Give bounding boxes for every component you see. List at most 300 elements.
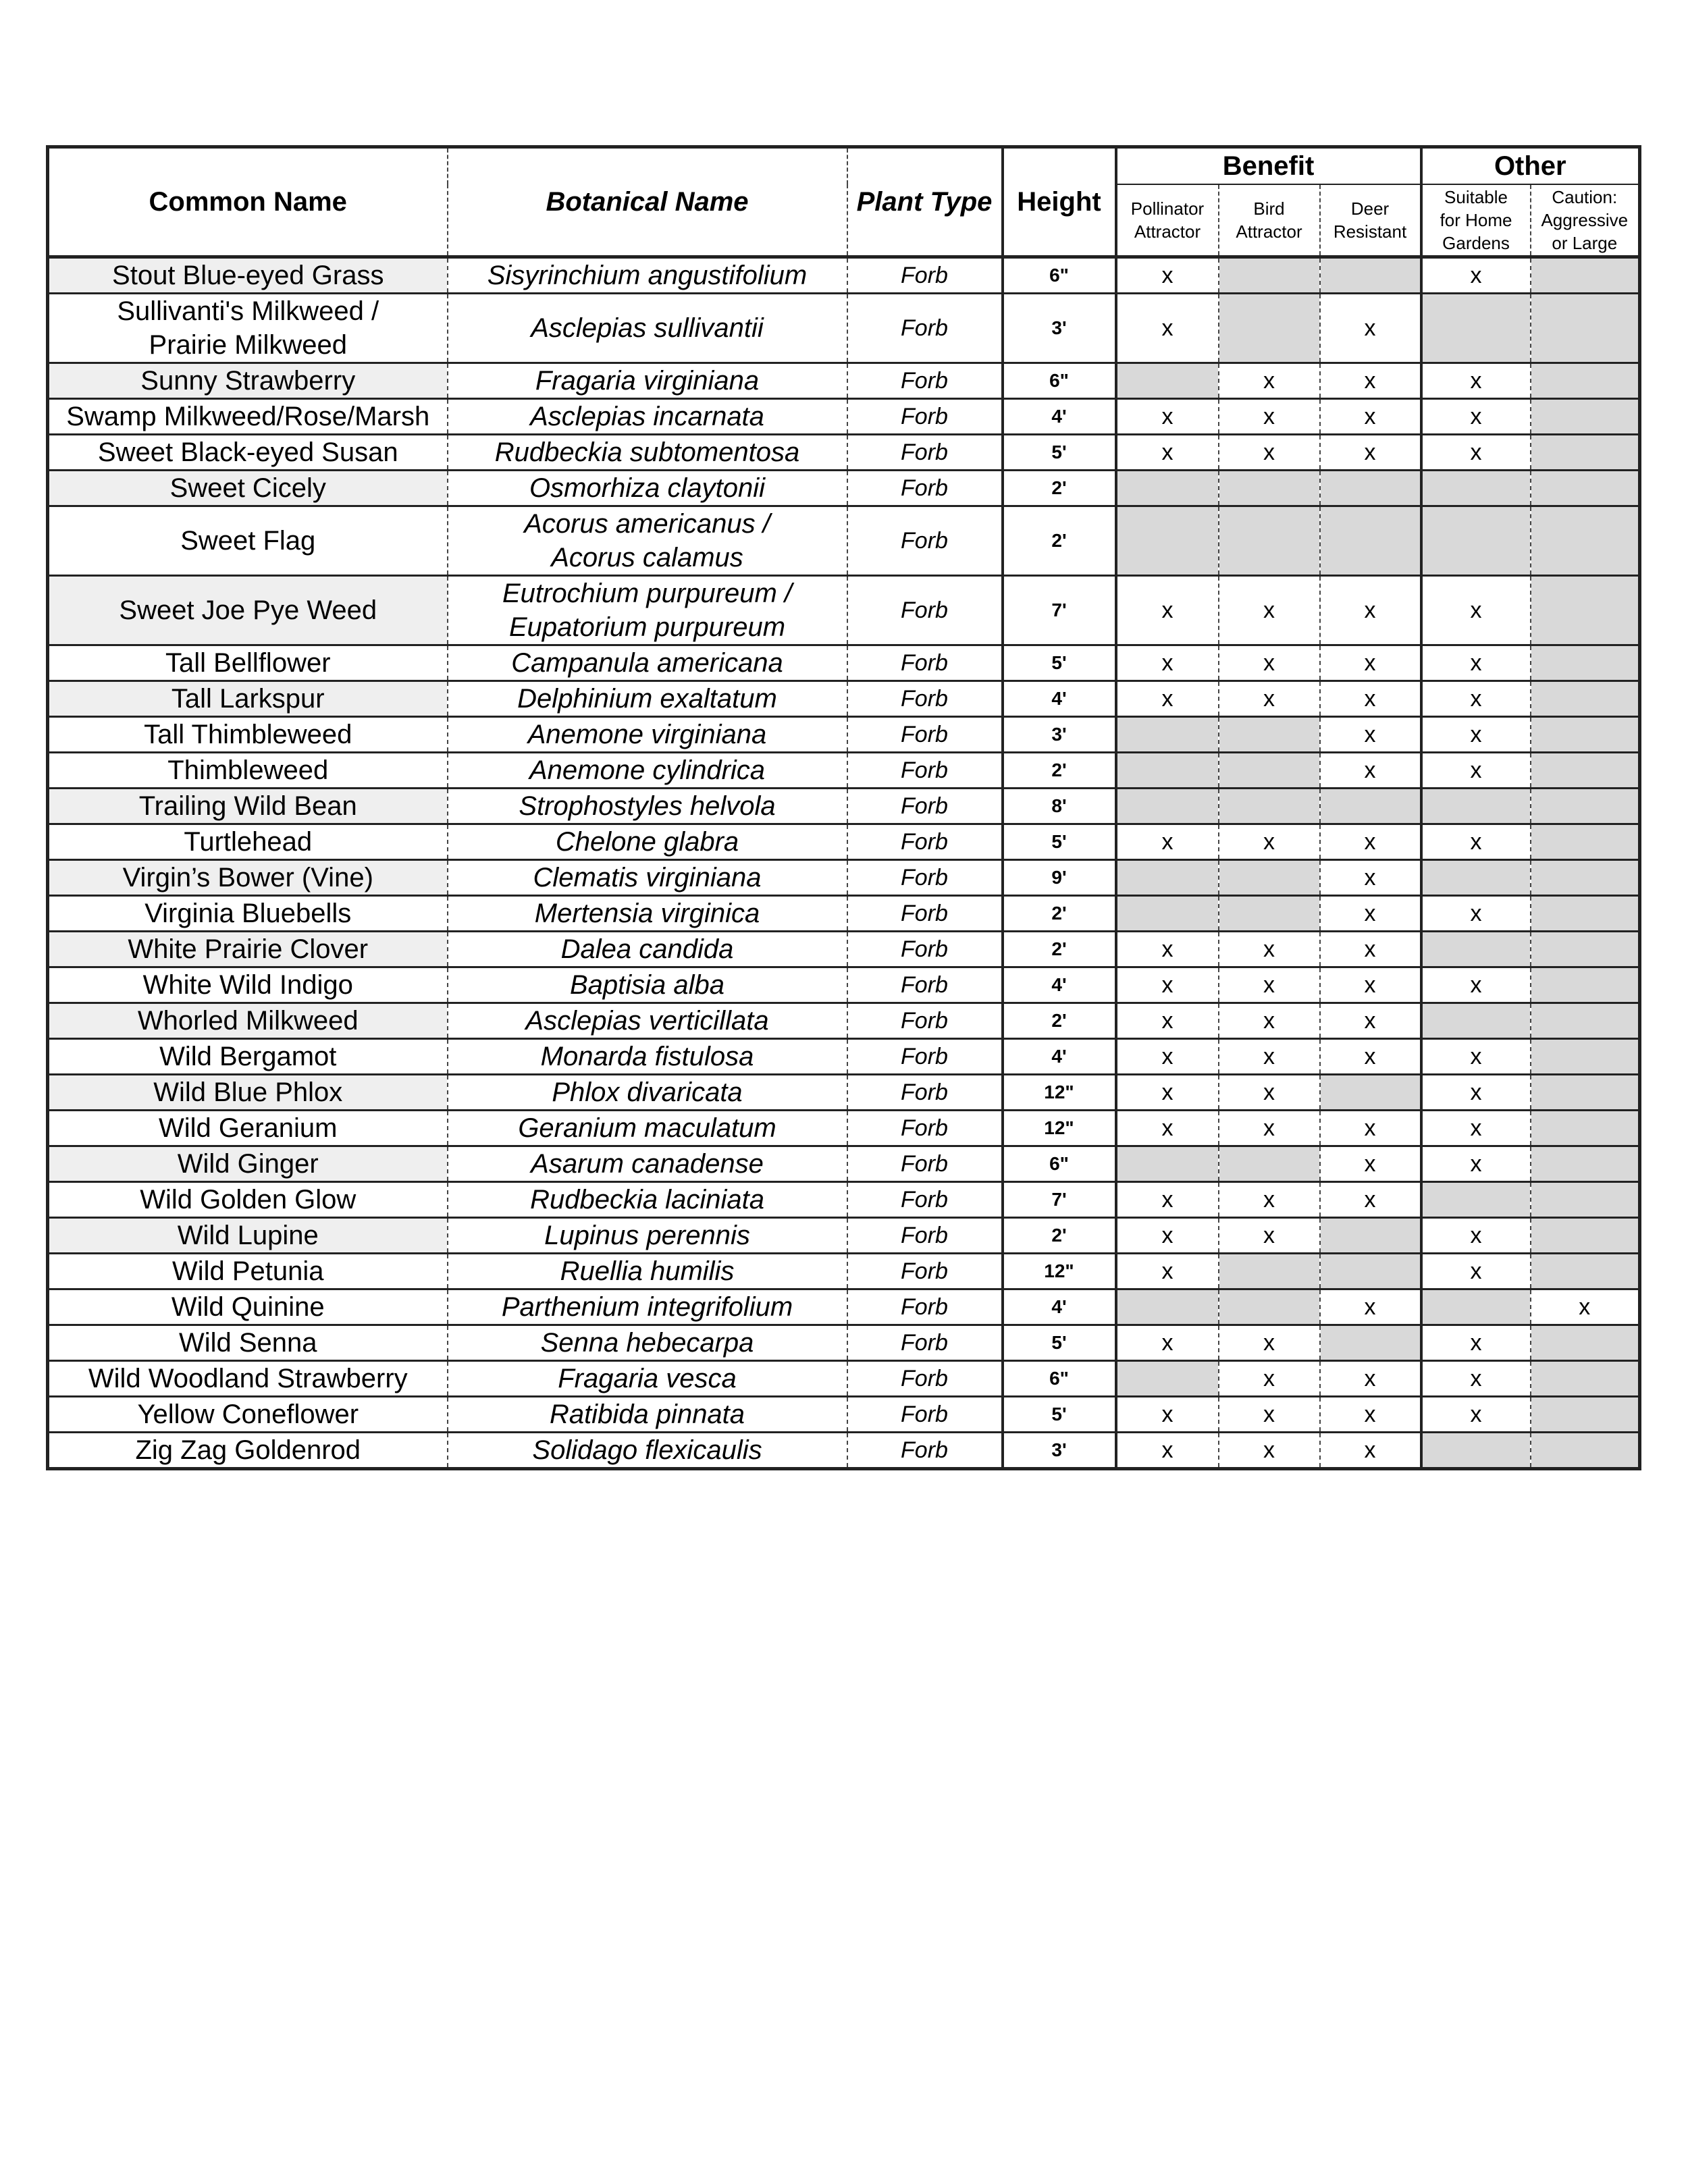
height-cell: 5' (1003, 435, 1116, 471)
plant-type-cell: Forb (847, 576, 1003, 645)
cell-caution (1531, 471, 1640, 506)
botanical-name-line: Clematis virginiana (533, 863, 762, 893)
common-name-cell (48, 1397, 448, 1433)
common-name-line: Virginia Bluebells (144, 899, 352, 928)
cell-caution (1531, 753, 1640, 789)
botanical-name-cell (448, 1003, 847, 1039)
cell-bird (1219, 1289, 1320, 1325)
botanical-name-line: Rudbeckia subtomentosa (494, 437, 800, 467)
common-name-cell (48, 471, 448, 506)
cell-pollinator (1116, 717, 1219, 753)
cell-bird: x (1219, 1182, 1320, 1218)
cell-bird (1219, 257, 1320, 294)
botanical-name-line: Campanula americana (511, 648, 783, 678)
cell-deer: x (1320, 1289, 1421, 1325)
cell-pollinator (1116, 471, 1219, 506)
height-cell: 9' (1003, 860, 1116, 896)
cell-home-garden: x (1421, 576, 1531, 645)
botanical-name-cell (448, 860, 847, 896)
cell-caution (1531, 1218, 1640, 1254)
cell-bird: x (1219, 1111, 1320, 1146)
header-line: Deer (1350, 198, 1390, 219)
botanical-name-line: Solidago flexicaulis (532, 1435, 762, 1465)
common-name-line: White Wild Indigo (142, 970, 353, 1000)
cell-bird: x (1219, 967, 1320, 1003)
height-cell: 7' (1003, 1182, 1116, 1218)
common-name-cell (48, 1003, 448, 1039)
cell-home-garden: x (1421, 1218, 1531, 1254)
common-name-cell (48, 753, 448, 789)
table-row (48, 257, 1640, 294)
cell-deer (1320, 506, 1421, 576)
header-caution-aggressive (1531, 184, 1640, 257)
cell-home-garden: x (1421, 1039, 1531, 1075)
cell-pollinator: x (1116, 576, 1219, 645)
cell-deer: x (1320, 1433, 1421, 1469)
botanical-name-line: Strophostyles helvola (519, 791, 776, 821)
header-line: or Large (1552, 233, 1618, 253)
cell-bird (1219, 1254, 1320, 1289)
header-height: Height (1003, 147, 1116, 257)
height-cell: 2' (1003, 753, 1116, 789)
table-row (48, 681, 1640, 717)
cell-bird (1219, 860, 1320, 896)
cell-deer: x (1320, 294, 1421, 363)
plant-type-cell: Forb (847, 1111, 1003, 1146)
plant-type-cell: Forb (847, 1254, 1003, 1289)
botanical-name-cell (448, 399, 847, 435)
common-name-cell (48, 1075, 448, 1111)
botanical-name-line: Dalea candida (560, 934, 734, 964)
botanical-name-cell (448, 363, 847, 399)
common-name-cell (48, 294, 448, 363)
table-row (48, 1289, 1640, 1325)
common-name-cell (48, 645, 448, 681)
cell-bird (1219, 506, 1320, 576)
height-cell: 5' (1003, 824, 1116, 860)
table-row (48, 645, 1640, 681)
plant-type-cell: Forb (847, 294, 1003, 363)
height-cell: 2' (1003, 471, 1116, 506)
table-row (48, 576, 1640, 645)
botanical-name-cell (448, 1254, 847, 1289)
height-cell: 2' (1003, 506, 1116, 576)
plant-type-cell: Forb (847, 1325, 1003, 1361)
plant-type-cell: Forb (847, 1433, 1003, 1469)
plant-type-cell: Forb (847, 1218, 1003, 1254)
cell-caution (1531, 1146, 1640, 1182)
table-row (48, 789, 1640, 824)
cell-bird: x (1219, 645, 1320, 681)
common-name-cell (48, 257, 448, 294)
cell-pollinator: x (1116, 294, 1219, 363)
table-row (48, 294, 1640, 363)
cell-caution (1531, 967, 1640, 1003)
common-name-line: Thimbleweed (167, 755, 329, 785)
common-name-line: Sweet Cicely (169, 473, 326, 503)
height-cell: 6" (1003, 1146, 1116, 1182)
plant-type-cell: Forb (847, 1397, 1003, 1433)
height-cell: 5' (1003, 1397, 1116, 1433)
cell-home-garden: x (1421, 1111, 1531, 1146)
cell-deer (1320, 1325, 1421, 1361)
common-name-line: Tall Bellflower (165, 648, 331, 678)
cell-bird: x (1219, 435, 1320, 471)
plant-type-cell: Forb (847, 399, 1003, 435)
cell-pollinator: x (1116, 967, 1219, 1003)
cell-caution (1531, 399, 1640, 435)
common-name-line: Tall Larkspur (171, 684, 325, 714)
plant-type-cell: Forb (847, 860, 1003, 896)
botanical-name-cell (448, 1433, 847, 1469)
common-name-line: Trailing Wild Bean (138, 791, 357, 821)
common-name-line: Tall Thimbleweed (144, 720, 352, 749)
cell-bird: x (1219, 1039, 1320, 1075)
common-name-line: Wild Ginger (177, 1149, 319, 1179)
common-name-cell (48, 717, 448, 753)
plant-type-cell: Forb (847, 1039, 1003, 1075)
cell-caution (1531, 681, 1640, 717)
cell-bird: x (1219, 932, 1320, 967)
header-line: Aggressive (1541, 210, 1629, 230)
botanical-name-cell (448, 1361, 847, 1397)
common-name-line: Prairie Milkweed (149, 330, 347, 360)
botanical-name-cell (448, 789, 847, 824)
cell-bird: x (1219, 399, 1320, 435)
table-row (48, 1433, 1640, 1469)
cell-deer: x (1320, 1003, 1421, 1039)
cell-deer: x (1320, 860, 1421, 896)
plant-type-cell: Forb (847, 932, 1003, 967)
height-cell: 6" (1003, 363, 1116, 399)
table-row (48, 363, 1640, 399)
cell-pollinator (1116, 896, 1219, 932)
cell-deer: x (1320, 435, 1421, 471)
botanical-name-cell (448, 257, 847, 294)
cell-pollinator (1116, 1361, 1219, 1397)
table-row (48, 932, 1640, 967)
cell-caution (1531, 257, 1640, 294)
header-botanical-name: Botanical Name (448, 147, 847, 257)
cell-caution (1531, 506, 1640, 576)
cell-deer: x (1320, 896, 1421, 932)
botanical-name-line: Senna hebecarpa (540, 1328, 754, 1358)
botanical-name-cell (448, 824, 847, 860)
cell-home-garden: x (1421, 1397, 1531, 1433)
cell-bird: x (1219, 576, 1320, 645)
cell-home-garden: x (1421, 967, 1531, 1003)
header-line: Pollinator (1130, 198, 1205, 219)
botanical-name-line: Eupatorium purpureum (508, 612, 786, 642)
cell-caution (1531, 1361, 1640, 1397)
botanical-name-cell (448, 1146, 847, 1182)
common-name-cell (48, 1289, 448, 1325)
cell-pollinator: x (1116, 1433, 1219, 1469)
plant-type-cell: Forb (847, 967, 1003, 1003)
botanical-name-line: Asclepias sullivantii (531, 313, 764, 343)
botanical-name-line: Lupinus perennis (544, 1221, 750, 1250)
botanical-name-cell (448, 1039, 847, 1075)
cell-bird (1219, 471, 1320, 506)
height-cell: 3' (1003, 717, 1116, 753)
cell-pollinator: x (1116, 681, 1219, 717)
plant-type-cell: Forb (847, 1289, 1003, 1325)
common-name-cell (48, 1111, 448, 1146)
cell-caution (1531, 896, 1640, 932)
cell-deer: x (1320, 681, 1421, 717)
plant-type-cell: Forb (847, 1146, 1003, 1182)
common-name-cell (48, 967, 448, 1003)
table-row (48, 896, 1640, 932)
plant-table (46, 145, 1641, 1470)
cell-caution (1531, 1397, 1640, 1433)
cell-caution (1531, 1111, 1640, 1146)
botanical-name-cell (448, 1397, 847, 1433)
cell-home-garden (1421, 860, 1531, 896)
table-row (48, 1003, 1640, 1039)
botanical-name-line: Acorus americanus / (524, 509, 770, 539)
cell-pollinator (1116, 1289, 1219, 1325)
botanical-name-cell (448, 1182, 847, 1218)
table-row (48, 753, 1640, 789)
plant-type-cell: Forb (847, 257, 1003, 294)
header-home-gardens (1421, 184, 1531, 257)
cell-home-garden: x (1421, 1146, 1531, 1182)
cell-caution (1531, 363, 1640, 399)
cell-caution (1531, 435, 1640, 471)
cell-pollinator: x (1116, 257, 1219, 294)
cell-home-garden: x (1421, 363, 1531, 399)
botanical-name-cell (448, 932, 847, 967)
plant-type-cell: Forb (847, 506, 1003, 576)
cell-pollinator: x (1116, 1218, 1219, 1254)
cell-home-garden (1421, 1433, 1531, 1469)
botanical-name-line: Phlox divaricata (552, 1077, 743, 1107)
plant-type-cell: Forb (847, 363, 1003, 399)
common-name-line: Wild Geranium (158, 1113, 338, 1143)
cell-deer: x (1320, 576, 1421, 645)
height-cell: 3' (1003, 1433, 1116, 1469)
common-name-line: Zig Zag Goldenrod (135, 1435, 361, 1465)
botanical-name-line: Mertensia virginica (534, 899, 760, 928)
table-row (48, 471, 1640, 506)
header-bird-attractor (1219, 184, 1320, 257)
cell-deer: x (1320, 1146, 1421, 1182)
height-cell: 4' (1003, 967, 1116, 1003)
cell-caution (1531, 717, 1640, 753)
table-body (48, 257, 1640, 1469)
cell-deer: x (1320, 645, 1421, 681)
cell-home-garden (1421, 506, 1531, 576)
botanical-name-line: Asarum canadense (531, 1149, 764, 1179)
header-line: Attractor (1134, 221, 1201, 242)
cell-caution (1531, 576, 1640, 645)
common-name-cell (48, 1039, 448, 1075)
cell-bird: x (1219, 1397, 1320, 1433)
cell-deer (1320, 471, 1421, 506)
plant-type-cell: Forb (847, 1182, 1003, 1218)
cell-pollinator (1116, 789, 1219, 824)
botanical-name-cell (448, 471, 847, 506)
cell-deer: x (1320, 824, 1421, 860)
plant-type-cell: Forb (847, 717, 1003, 753)
table-row (48, 1397, 1640, 1433)
plant-type-cell: Forb (847, 896, 1003, 932)
cell-pollinator (1116, 363, 1219, 399)
common-name-cell (48, 896, 448, 932)
table-row (48, 1361, 1640, 1397)
common-name-line: Wild Lupine (177, 1221, 319, 1250)
height-cell: 12" (1003, 1111, 1116, 1146)
common-name-cell (48, 824, 448, 860)
cell-bird: x (1219, 824, 1320, 860)
cell-bird: x (1219, 1075, 1320, 1111)
header-line: for Home (1440, 210, 1512, 230)
cell-pollinator (1116, 753, 1219, 789)
common-name-cell (48, 1254, 448, 1289)
height-cell: 6" (1003, 257, 1116, 294)
header-line: Caution: (1552, 187, 1618, 207)
cell-caution (1531, 1182, 1640, 1218)
table-row (48, 399, 1640, 435)
common-name-cell (48, 789, 448, 824)
common-name-cell (48, 1325, 448, 1361)
table-row (48, 1325, 1640, 1361)
common-name-line: Wild Bergamot (159, 1042, 337, 1071)
height-cell: 3' (1003, 294, 1116, 363)
header-deer-resistant (1320, 184, 1421, 257)
cell-deer: x (1320, 932, 1421, 967)
cell-pollinator: x (1116, 932, 1219, 967)
common-name-cell (48, 1361, 448, 1397)
botanical-name-line: Baptisia alba (569, 970, 725, 1000)
cell-bird: x (1219, 1433, 1320, 1469)
common-name-line: Wild Petunia (172, 1256, 324, 1286)
common-name-line: Sullivanti's Milkweed / (117, 296, 379, 326)
table-row (48, 506, 1640, 576)
common-name-cell (48, 1433, 448, 1469)
cell-caution: x (1531, 1289, 1640, 1325)
botanical-name-line: Parthenium integrifolium (501, 1292, 793, 1322)
botanical-name-line: Asclepias verticillata (525, 1006, 769, 1036)
cell-home-garden (1421, 789, 1531, 824)
cell-caution (1531, 1325, 1640, 1361)
header-plant-type: Plant Type (847, 147, 1003, 257)
botanical-name-cell (448, 506, 847, 576)
table-row (48, 717, 1640, 753)
cell-deer (1320, 1075, 1421, 1111)
common-name-cell (48, 363, 448, 399)
cell-deer: x (1320, 1111, 1421, 1146)
cell-pollinator: x (1116, 435, 1219, 471)
botanical-name-cell (448, 967, 847, 1003)
cell-caution (1531, 1003, 1640, 1039)
cell-bird: x (1219, 363, 1320, 399)
cell-deer: x (1320, 399, 1421, 435)
cell-deer: x (1320, 753, 1421, 789)
height-cell: 12" (1003, 1254, 1116, 1289)
botanical-name-cell (448, 576, 847, 645)
cell-caution (1531, 860, 1640, 896)
table-row (48, 967, 1640, 1003)
botanical-name-cell (448, 896, 847, 932)
cell-home-garden: x (1421, 435, 1531, 471)
cell-pollinator: x (1116, 1325, 1219, 1361)
common-name-line: Wild Woodland Strawberry (88, 1364, 408, 1393)
cell-pollinator: x (1116, 1254, 1219, 1289)
common-name-line: Sunny Strawberry (140, 366, 356, 396)
plant-type-cell: Forb (847, 789, 1003, 824)
cell-home-garden (1421, 294, 1531, 363)
plant-type-cell: Forb (847, 753, 1003, 789)
cell-bird (1219, 789, 1320, 824)
height-cell: 4' (1003, 1039, 1116, 1075)
common-name-line: Wild Blue Phlox (153, 1077, 343, 1107)
botanical-name-line: Sisyrinchium angustifolium (487, 261, 808, 290)
botanical-name-line: Acorus calamus (551, 543, 743, 572)
height-cell: 4' (1003, 681, 1116, 717)
height-cell: 12" (1003, 1075, 1116, 1111)
plant-type-cell: Forb (847, 1075, 1003, 1111)
cell-deer: x (1320, 1182, 1421, 1218)
header-benefit-group: Benefit (1116, 147, 1421, 185)
cell-deer: x (1320, 1039, 1421, 1075)
botanical-name-cell (448, 681, 847, 717)
botanical-name-line: Geranium maculatum (518, 1113, 776, 1143)
cell-pollinator (1116, 1146, 1219, 1182)
cell-deer: x (1320, 363, 1421, 399)
common-name-cell (48, 932, 448, 967)
common-name-line: Stout Blue-eyed Grass (112, 261, 384, 290)
table-row (48, 1254, 1640, 1289)
cell-home-garden: x (1421, 753, 1531, 789)
botanical-name-cell (448, 1218, 847, 1254)
header-line: Bird (1253, 198, 1285, 219)
plant-type-cell: Forb (847, 681, 1003, 717)
cell-caution (1531, 645, 1640, 681)
header-line: Attractor (1236, 221, 1302, 242)
cell-pollinator: x (1116, 1039, 1219, 1075)
table-row (48, 860, 1640, 896)
height-cell: 8' (1003, 789, 1116, 824)
cell-bird (1219, 294, 1320, 363)
botanical-name-cell (448, 1289, 847, 1325)
common-name-cell (48, 1146, 448, 1182)
table-row (48, 1146, 1640, 1182)
cell-bird: x (1219, 1218, 1320, 1254)
botanical-name-cell (448, 1111, 847, 1146)
table-row (48, 1039, 1640, 1075)
cell-caution (1531, 789, 1640, 824)
cell-caution (1531, 1254, 1640, 1289)
cell-pollinator: x (1116, 1182, 1219, 1218)
cell-caution (1531, 932, 1640, 967)
cell-deer (1320, 1254, 1421, 1289)
height-cell: 6" (1003, 1361, 1116, 1397)
cell-deer (1320, 1218, 1421, 1254)
cell-home-garden: x (1421, 717, 1531, 753)
cell-home-garden (1421, 932, 1531, 967)
cell-deer: x (1320, 1397, 1421, 1433)
botanical-name-line: Anemone cylindrica (529, 755, 766, 785)
cell-bird: x (1219, 681, 1320, 717)
cell-home-garden: x (1421, 645, 1531, 681)
botanical-name-cell (448, 717, 847, 753)
height-cell: 7' (1003, 576, 1116, 645)
cell-pollinator: x (1116, 1075, 1219, 1111)
cell-bird (1219, 717, 1320, 753)
botanical-name-line: Asclepias incarnata (530, 402, 764, 431)
